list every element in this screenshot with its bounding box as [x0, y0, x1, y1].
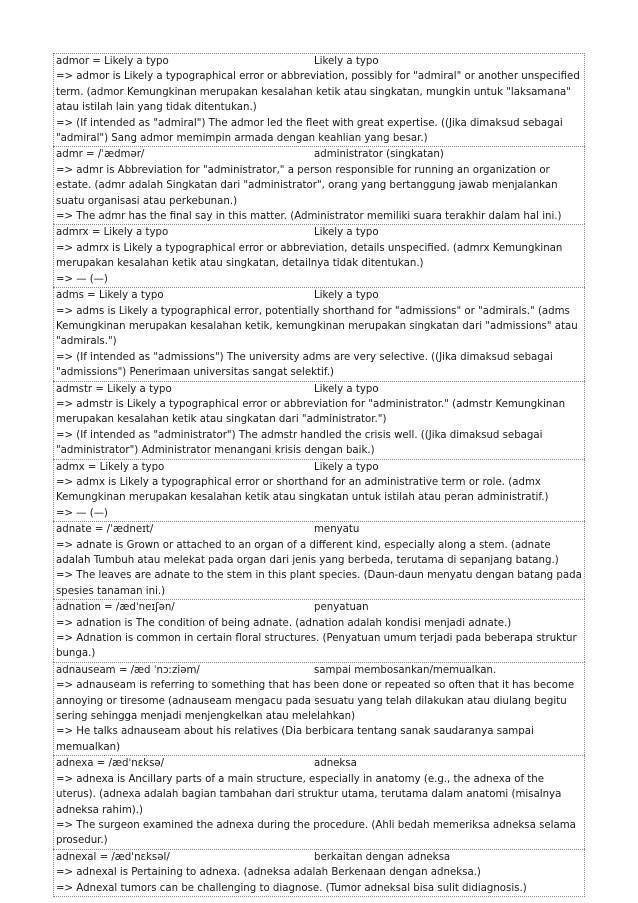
entry-translation: sampai membosankan/memualkan.	[314, 664, 497, 676]
entry-definition: => adnexal is Pertaining to adnexa. (adneksa adalah Berkenaan dengan adneksa.)	[56, 867, 481, 879]
entry-term: admor = Likely a typo	[56, 56, 169, 67]
entry-term: admr = /ˈædmər/	[56, 149, 145, 161]
entry-translation: Likely a typo	[314, 56, 379, 67]
entry-example: => Adnexal tumors can be challenging to diagnose. (Tumor adneksal bisa sulit didiagnosis.)	[56, 882, 527, 894]
entry-header	[56, 756, 582, 771]
entry-adms	[53, 287, 585, 380]
entry-admx	[53, 459, 585, 522]
entry-definition: => adms is Likely a typographical error, potentially shorthand for "admissions" or "admirals." (adms Kemungkinan merupakan kesalahan ketik, kemungkinan merupakan singkatan dari "admissions" atau "admirals.")	[56, 305, 578, 348]
entry-definition: => adnation is The condition of being adnate. (adnation adalah kondisi menjadi adnate.)	[56, 617, 512, 629]
entry-definition: => adnauseam is referring to something that has been done or repeated so often that it has become annoying or tiresome (adnauseam mengacu pada sesuatu yang telah dilakukan atau diulang begitu sering sehingga menjadi menjengkelkan atau melelahkan)	[56, 680, 575, 723]
entry-example: => The leaves are adnate to the stem in this plant species. (Daun-daun menyatu dengan batang pada spesies tanaman ini.)	[56, 570, 582, 597]
entry-definition: => admrx is Likely a typographical error or abbreviation, details unspecified. (admrx Kemungkinan merupakan kesalahan ketik atau singkatan, detailnya tidak ditentukan.)	[56, 242, 563, 270]
entry-header	[56, 54, 582, 69]
entry-term: adnexal = /ædˈnɛksəl/	[56, 851, 170, 863]
entry-admrx	[53, 224, 585, 287]
entry-translation: berkaitan dengan adneksa	[314, 851, 451, 863]
entry-header	[56, 522, 582, 537]
entry-example: => The admr has the final say in this matter. (Administrator memiliki suara terakhir dalam hal ini.)	[56, 211, 562, 223]
entry-term: adnexa = /ædˈnɛksə/	[56, 758, 165, 770]
entry-term: adnation = /ædˈneɪʃən/	[56, 602, 175, 614]
entry-admstr	[53, 381, 585, 459]
entry-header	[56, 382, 582, 397]
entry-translation: menyatu	[314, 524, 360, 536]
entry-example: => Adnation is common in certain floral structures. (Penyatuan umum terjadi pada beberapa struktur bunga.)	[56, 633, 577, 660]
entry-translation: adneksa	[314, 758, 357, 770]
entry-header	[56, 147, 582, 162]
entry-example: => (If intended as "admiral") The admor led the fleet with great expertise. ((Jika dimaksud sebagai "admiral") Sang admor memimpin armada dengan keahlian yang besar.)	[56, 117, 563, 145]
entry-example: => The surgeon examined the adnexa during the procedure. (Ahli bedah memeriksa adneksa selama prosedur.)	[56, 819, 576, 847]
entry-header	[56, 663, 582, 678]
entry-term: adnauseam = /æd ˈnɔːziəm/	[56, 664, 200, 676]
entry-translation: administrator (singkatan)	[314, 149, 444, 161]
entry-definition: => adnexa is Ancillary parts of a main structure, especially in anatomy (e.g., the adnexa of the uterus). (adnexa adalah bagian tambahan dari struktur utama, terutama dalam anatomi (misalnya adneksa rahim).)	[56, 773, 562, 816]
entry-admor	[53, 53, 585, 146]
entry-translation: penyatuan	[314, 602, 369, 614]
entry-header	[56, 600, 582, 615]
entry-adnation	[53, 599, 585, 662]
entry-term: admx = Likely a typo	[56, 461, 165, 473]
entry-translation: Likely a typo	[314, 227, 379, 239]
entry-translation: Likely a typo	[314, 461, 379, 473]
entry-example: => — (—)	[56, 507, 108, 519]
dictionary-page	[53, 53, 585, 897]
entry-term: adms = Likely a typo	[56, 290, 164, 302]
entry-header	[56, 288, 582, 303]
entry-term: adnate = /ˈædneɪt/	[56, 524, 154, 536]
entry-header	[56, 225, 582, 240]
entry-example: => (If intended as "administrator") The admstr handled the crisis well. ((Jika dimaksud sebagai "administrator") Administrator menangani krisis dengan baik.)	[56, 429, 543, 457]
entry-adnauseam	[53, 662, 585, 755]
entry-term: admstr = Likely a typo	[56, 383, 172, 395]
entry-example: => He talks adnauseam about his relatives (Dia berbicara tentang sanak saudaranya sampai memualkan)	[56, 726, 534, 753]
entry-example: => — (—)	[56, 273, 108, 285]
entry-example: => (If intended as "admissions") The university adms are very selective. ((Jika dimaksud sebagai "admissions") Penerimaan universitas sangat selektif.)	[56, 351, 553, 379]
entry-term: admrx = Likely a typo	[56, 227, 169, 239]
entry-admr	[53, 146, 585, 224]
entry-definition: => admor is Likely a typographical error or abbreviation, possibly for "admiral" or another unspecified term. (admor Kemungkinan merupakan kesalahan ketik atau singkatan, mungkin untuk "laksamana" atau istilah lain yang tidak ditentukan.)	[56, 71, 580, 114]
entry-translation: Likely a typo	[314, 383, 379, 395]
entry-translation: Likely a typo	[314, 290, 379, 302]
entry-header	[56, 850, 582, 865]
entry-definition: => admstr is Likely a typographical error or abbreviation for "administrator." (admstr Kemungkinan merupakan kesalahan ketik atau singkatan dari "administrator.")	[56, 398, 566, 426]
entry-definition: => adnate is Grown or attached to an organ of a different kind, especially along a stem. (adnate adalah Tumbuh atau melekat pada organ dari jenis yang berbeda, terutama di sepanjang batang.)	[56, 539, 559, 566]
entry-header	[56, 460, 582, 475]
entry-adnexal	[53, 849, 585, 897]
entry-adnate	[53, 521, 585, 599]
entry-definition: => admr is Abbreviation for "administrator," a person responsible for running an organization or estate. (admr adalah Singkatan dari "administrator", orang yang bertanggung jawab menjalankan suatu organisasi atau perkebunan.)	[56, 164, 558, 207]
entry-adnexa	[53, 755, 585, 848]
entry-definition: => admx is Likely a typographical error or shorthand for an administrative term or role. (admx Kemungkinan merupakan kesalahan ketik atau singkatan untuk istilah atau peran administratif.)	[56, 476, 549, 504]
